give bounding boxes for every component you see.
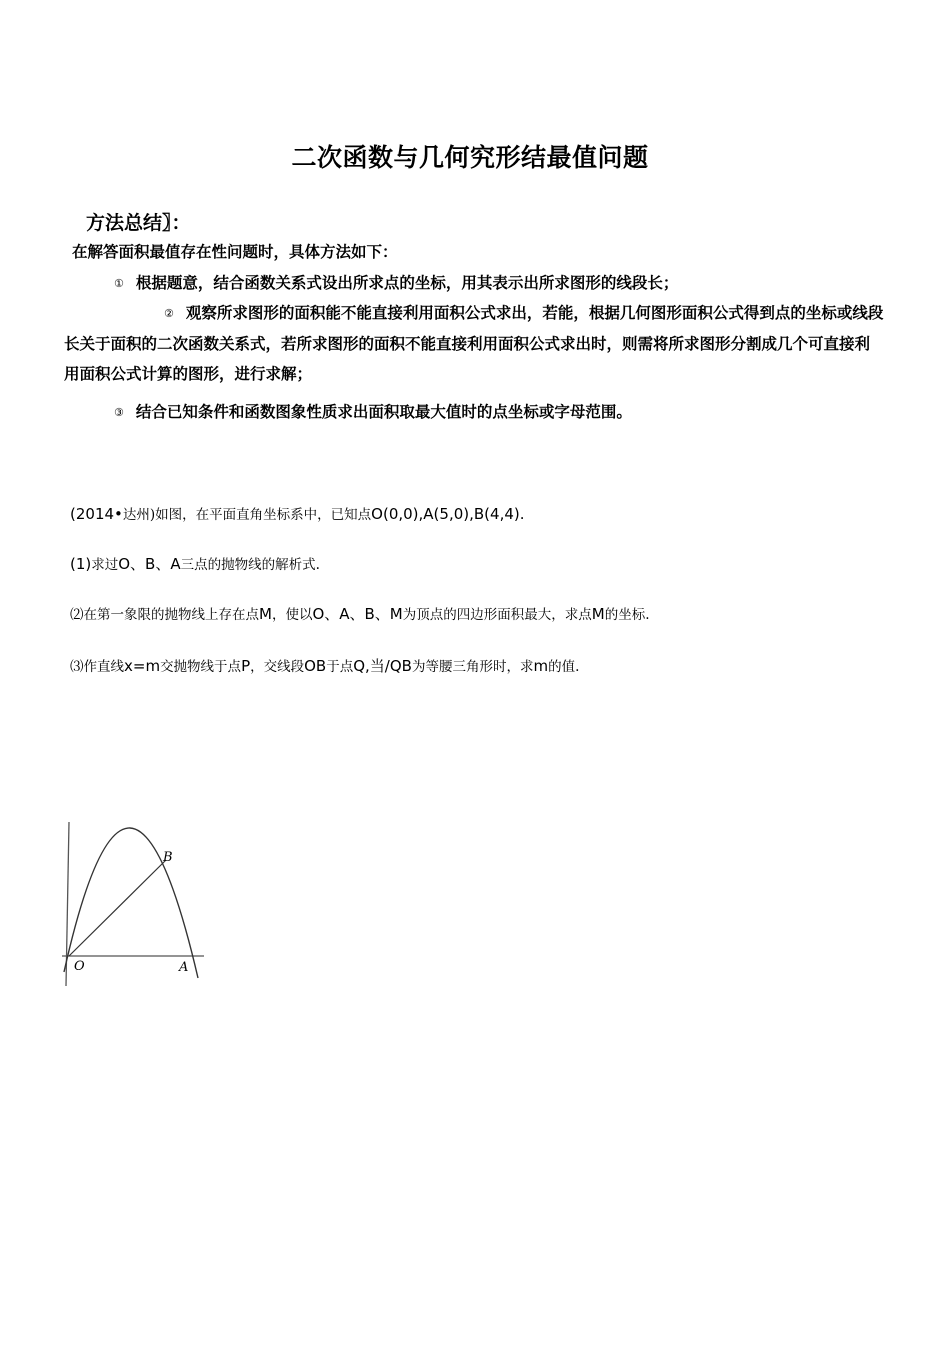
point-name: P <box>241 657 251 675</box>
source-year: (2014• <box>70 505 123 523</box>
method-step-1 <box>114 268 678 299</box>
statement-text: 如图，在平面直角坐标系中，已知点 <box>155 507 372 523</box>
step-number: ② <box>164 307 174 320</box>
variable-name: m <box>533 657 549 675</box>
question-text: ，交线段 <box>250 659 305 675</box>
question-3 <box>70 655 579 676</box>
label-a: A <box>179 960 189 975</box>
step-text: 观察所求图形的面积能不能直接利用面积公式求出，若能，根据几何图形面积公式得到点的坐标或线段长关于面积的二次函数关系式，若所求图形的面积不能直接利用面积公式求出时，则需将所求图形分割成几个可直接利用面积公式计算的图形，进行求解； <box>64 304 884 383</box>
question-text: 的坐标. <box>604 607 650 623</box>
step-text: 根据题意，结合函数关系式设出所求点的坐标，用其表示出所求图形的线段长； <box>135 274 679 292</box>
problem-statement <box>70 503 525 523</box>
label-b: B <box>163 850 173 865</box>
point-names: O、A、B、M <box>312 605 403 623</box>
question-text: 在第一象限的抛物线上存在点 <box>83 607 259 623</box>
question-1 <box>70 553 320 574</box>
method-step-2 <box>64 298 884 389</box>
question-text: 为顶点的四边形面积最大，求点 <box>402 607 592 623</box>
question-text: 为等腰三角形时，求 <box>411 659 534 675</box>
line-equation: x=m <box>124 657 161 675</box>
question-text: 求过 <box>91 557 119 573</box>
question-text: ，使以 <box>271 607 313 623</box>
question-text: 作直线 <box>83 659 124 675</box>
method-step-3 <box>114 397 632 428</box>
question-number: (1) <box>70 555 92 573</box>
step-text: 结合已知条件和函数图象性质求出面积取最大值时的点坐标或字母范围。 <box>135 403 632 421</box>
question-text: 三点的抛物线的解析式. <box>180 557 320 573</box>
question-text: 于点 <box>326 659 354 675</box>
point-name: Q,当/QB <box>353 657 412 675</box>
question-number: ⑶ <box>70 659 84 675</box>
page-title: 二次函数与几何究形结最值问题 <box>291 143 649 172</box>
segment-ob <box>69 860 166 956</box>
segment-name: OB <box>304 657 327 675</box>
method-heading: 方法总结〗： <box>86 212 191 234</box>
question-text: 的值. <box>548 659 580 675</box>
question-2 <box>70 603 650 624</box>
method-intro: 在解答面积最值存在性问题时，具体方法如下： <box>72 243 398 261</box>
question-text: 交抛物线于点 <box>160 659 242 675</box>
parabola-figure <box>58 816 208 991</box>
point-names: O、B、A <box>118 555 181 573</box>
step-number: ① <box>114 277 124 290</box>
point-name: M <box>259 605 272 623</box>
label-o: O <box>74 959 85 974</box>
step-number: ③ <box>114 406 124 419</box>
given-points: O(0,0),A(5,0),B(4,4). <box>371 505 525 523</box>
question-number: ⑵ <box>70 607 84 623</box>
source-place: 达州) <box>122 507 156 523</box>
point-name: M <box>591 605 605 623</box>
